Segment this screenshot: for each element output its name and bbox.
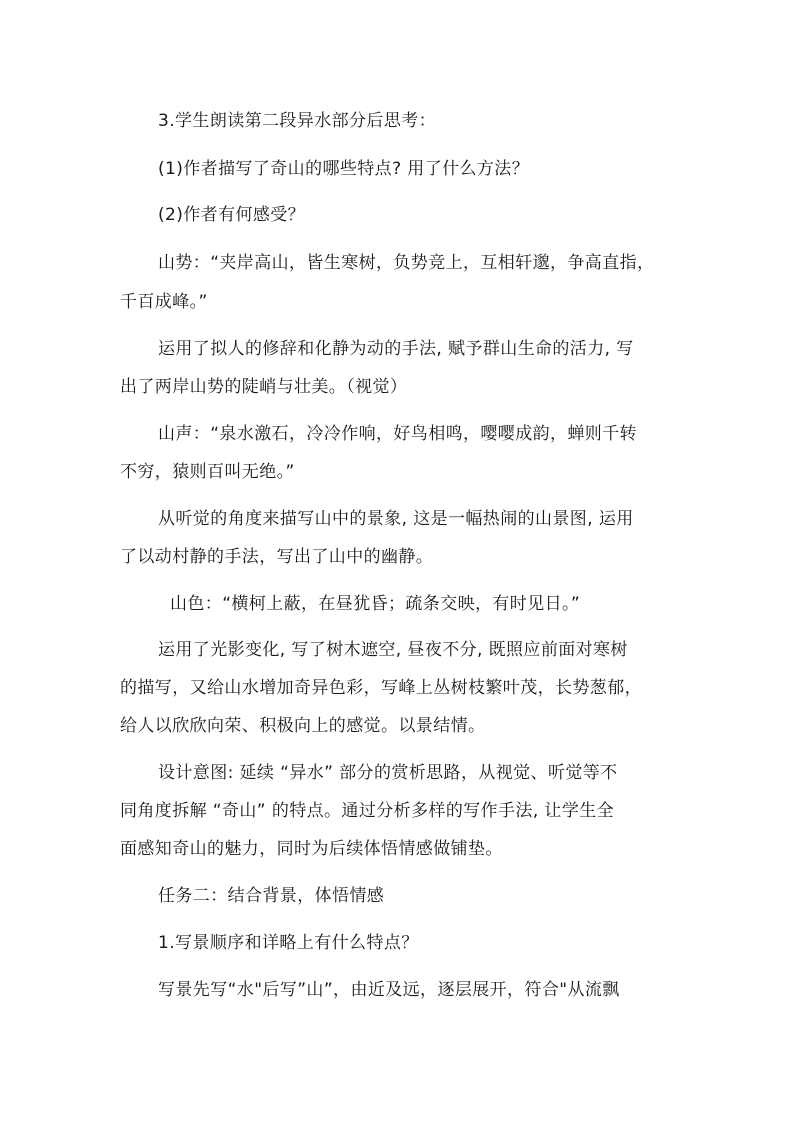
mountain-momentum-analysis-line-1: 运用了拟人的修辞和化静为动的手法, 赋予群山生命的活力, 写 (158, 339, 634, 359)
mountain-color-analysis-line-2: 的描写，又给山水增加奇异色彩，写峰上丛树枝繁叶茂，长势葱郁， (120, 678, 642, 698)
mountain-color-quote: 山色：“横柯上蔽，在昼犹昏；疏条交映，有时见日。” (170, 594, 581, 614)
task-2-question-1: 1.写景顺序和详略上有什么特点？ (158, 933, 419, 953)
mountain-momentum-quote-line-2: 千百成峰。” (120, 292, 208, 312)
design-intent-line-3: 面感知奇山的魅力，同时为后续体悟情感做铺垫。 (120, 839, 503, 859)
mountain-color-analysis-line-1: 运用了光影变化, 写了树木遮空, 昼夜不分, 既照应前面对寒树 (158, 640, 628, 660)
task-2-heading: 任务二：结合背景，体悟情感 (158, 886, 385, 906)
mountain-color-analysis-line-3: 给人以欣欣向荣、积极向上的感觉。以景结情。 (120, 716, 486, 736)
mountain-momentum-quote-line-1: 山势：“夹岸高山，皆生寒树，负势竞上，互相轩邈，争高直指， (158, 253, 655, 273)
mountain-momentum-analysis-line-2: 出了两岸山势的陡峭与壮美。（视觉） (120, 377, 408, 397)
mountain-sound-analysis-line-1: 从听觉的角度来描写山中的景象, 这是一幅热闹的山景图, 运用 (158, 509, 634, 529)
mountain-sound-analysis-line-2: 了以动村静的手法，写出了山中的幽静。 (120, 547, 434, 567)
mountain-sound-quote-line-2: 不穷，猿则百叫无绝。” (120, 462, 295, 482)
question-3-sub-2: (2)作者有何感受？ (158, 205, 306, 225)
design-intent-line-2: 同角度拆解 “奇山” 的特点。通过分析多样的写作手法, 让学生全 (120, 801, 615, 821)
mountain-sound-quote-line-1: 山声：“泉水激石，冷冷作响，好鸟相鸣，嘤嘤成韵，蝉则千转 (158, 424, 638, 444)
question-3-sub-1: (1)作者描写了奇山的哪些特点? 用了什么方法？ (158, 159, 530, 179)
task-2-answer-1: 写景先写“水"后写”山”，由近及远，逐层展开，符合"从流飘 (158, 980, 620, 1000)
design-intent-line-1: 设计意图: 延续 “异水” 部分的赏析思路，从视觉、听觉等不 (158, 763, 618, 783)
question-3-heading: 3.学生朗读第二段异水部分后思考： (158, 111, 437, 131)
